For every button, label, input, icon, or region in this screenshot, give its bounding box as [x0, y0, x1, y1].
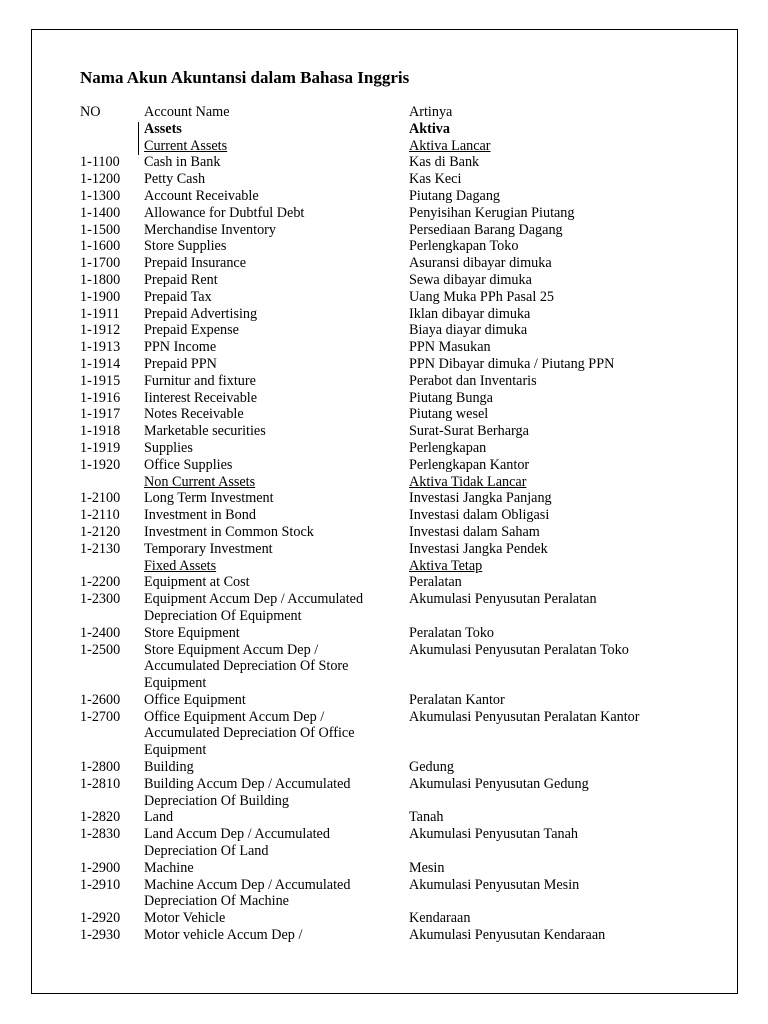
account-number: 1-1100	[80, 154, 120, 171]
account-meaning: Piutang Bunga	[409, 389, 493, 406]
account-name	[144, 558, 406, 575]
table-row	[80, 457, 680, 474]
account-name	[144, 776, 406, 810]
account-number: 1-1919	[80, 439, 121, 456]
account-meaning: Kas Keci	[409, 171, 462, 188]
account-meaning: PPN Dibayar dimuka / Piutang PPN	[409, 355, 615, 372]
account-name	[144, 709, 406, 759]
account-name-line: Fixed Assets	[144, 557, 217, 574]
account-name-line: Cash in Bank	[144, 154, 221, 171]
account-name-line: Motor Vehicle	[144, 910, 226, 927]
account-name-line: Equipment	[144, 675, 207, 692]
account-meaning: Sewa dibayar dimuka	[409, 271, 532, 288]
account-name-line: Account Receivable	[144, 187, 259, 204]
account-name-line: Building	[144, 759, 194, 776]
account-name-line: Equipment at Cost	[144, 574, 250, 591]
account-name	[144, 154, 406, 171]
account-number: 1-1911	[80, 305, 120, 322]
account-meaning: Biaya diayar dimuka	[409, 322, 528, 339]
table-row	[80, 809, 680, 826]
account-name	[144, 877, 406, 911]
account-name	[144, 524, 406, 541]
account-table	[80, 104, 680, 944]
account-meaning: Tanah	[409, 809, 444, 826]
account-name-line: Prepaid Rent	[144, 271, 218, 288]
table-row	[80, 222, 680, 239]
account-number: 1-2810	[80, 775, 121, 792]
account-meaning: Perlengkapan Kantor	[409, 456, 530, 473]
account-name-line: Merchandise Inventory	[144, 221, 276, 238]
account-number: 1-2300	[80, 591, 121, 608]
account-name	[144, 289, 406, 306]
account-meaning: Gedung	[409, 759, 454, 776]
account-name	[144, 255, 406, 272]
account-number: 1-1915	[80, 372, 121, 389]
account-number: 1-1700	[80, 255, 121, 272]
account-meaning: PPN Masukan	[409, 339, 491, 356]
account-meaning: Asuransi dibayar dimuka	[409, 255, 552, 272]
table-row	[80, 759, 680, 776]
table-row	[80, 255, 680, 272]
account-meaning: Investasi Jangka Panjang	[409, 490, 552, 507]
account-meaning: Surat-Surat Berharga	[409, 423, 529, 440]
account-name	[144, 406, 406, 423]
account-meaning: Peralatan Kantor	[409, 691, 505, 708]
account-name-line: Equipment	[144, 742, 207, 759]
account-number: 1-1400	[80, 204, 121, 221]
account-meaning: Kas di Bank	[409, 154, 480, 171]
account-meaning: Perlengkapan	[409, 439, 487, 456]
account-number: 1-1500	[80, 221, 121, 238]
table-row	[80, 390, 680, 407]
account-name-line: Allowance for Dubtful Debt	[144, 204, 305, 221]
table-row	[80, 524, 680, 541]
account-name-line: Long Term Investment	[144, 490, 274, 507]
account-name-line: Notes Receivable	[144, 406, 244, 423]
account-meaning: Aktiva Tetap	[409, 557, 483, 574]
account-meaning: Persediaan Barang Dagang	[409, 221, 563, 238]
table-body	[80, 121, 680, 944]
header-account-name: Account Name	[144, 104, 230, 120]
account-number: 1-2110	[80, 507, 120, 524]
account-number: 1-1200	[80, 171, 121, 188]
account-name-line: Prepaid Expense	[144, 322, 239, 339]
account-name	[144, 490, 406, 507]
table-row	[80, 423, 680, 440]
table-row	[80, 507, 680, 524]
table-row	[80, 709, 680, 759]
account-name-line: Prepaid Insurance	[144, 255, 247, 272]
account-name-line: Assets	[144, 120, 182, 137]
table-row	[80, 440, 680, 457]
account-meaning: Akumulasi Penyusutan Peralatan Kantor	[409, 708, 640, 725]
account-number: 1-2120	[80, 523, 121, 540]
account-name-line: Building Accum Dep / Accumulated	[144, 775, 351, 792]
account-meaning: Akumulasi Penyusutan Peralatan	[409, 591, 597, 608]
account-name-line: Petty Cash	[144, 171, 206, 188]
account-name	[144, 138, 406, 155]
account-name-line: Supplies	[144, 439, 193, 456]
table-row	[80, 910, 680, 927]
account-meaning: Piutang Dagang	[409, 187, 501, 204]
table-row	[80, 474, 680, 491]
account-meaning: Iklan dibayar dimuka	[409, 305, 531, 322]
account-meaning: Investasi dalam Saham	[409, 523, 540, 540]
account-name	[144, 205, 406, 222]
account-name-line: Iinterest Receivable	[144, 389, 258, 406]
account-name-line: Land	[144, 809, 174, 826]
account-number: 1-2500	[80, 641, 121, 658]
table-row	[80, 356, 680, 373]
account-number: 1-1900	[80, 288, 121, 305]
account-meaning: Uang Muka PPh Pasal 25	[409, 288, 555, 305]
account-name	[144, 356, 406, 373]
account-name	[144, 860, 406, 877]
table-row	[80, 558, 680, 575]
table-row	[80, 625, 680, 642]
account-name	[144, 306, 406, 323]
account-name-line: Office Equipment Accum Dep /	[144, 708, 325, 725]
header-no: NO	[80, 104, 101, 120]
account-name	[144, 188, 406, 205]
account-meaning: Perlengkapan Toko	[409, 238, 519, 255]
account-meaning: Peralatan Toko	[409, 624, 495, 641]
account-name-line: Prepaid PPN	[144, 355, 217, 372]
account-meaning: Aktiva	[409, 120, 450, 137]
account-meaning: Akumulasi Penyusutan Gedung	[409, 775, 589, 792]
account-name	[144, 910, 406, 927]
account-name	[144, 390, 406, 407]
account-number: 1-1918	[80, 423, 121, 440]
table-row	[80, 642, 680, 692]
account-name-line: Office Equipment	[144, 691, 246, 708]
table-row	[80, 339, 680, 356]
account-name-line: Marketable securities	[144, 423, 266, 440]
table-row	[80, 171, 680, 188]
account-number: 1-1912	[80, 322, 121, 339]
table-row	[80, 776, 680, 810]
account-meaning: Perabot dan Inventaris	[409, 372, 537, 389]
account-name	[144, 238, 406, 255]
table-row	[80, 289, 680, 306]
account-name	[144, 222, 406, 239]
account-name-line: Machine Accum Dep / Accumulated	[144, 876, 351, 893]
header-artinya: Artinya	[409, 104, 453, 120]
table-row	[80, 541, 680, 558]
account-name-line: Equipment Accum Dep / Accumulated	[144, 591, 364, 608]
account-name	[144, 826, 406, 860]
account-name	[144, 507, 406, 524]
account-name-line: Machine	[144, 859, 194, 876]
account-name-line: Furnitur and fixture	[144, 372, 256, 389]
account-meaning: Akumulasi Penyusutan Tanah	[409, 826, 578, 843]
account-name-line: Store Supplies	[144, 238, 227, 255]
account-number: 1-2930	[80, 927, 121, 944]
account-meaning: Piutang wesel	[409, 406, 489, 423]
account-name-line: PPN Income	[144, 339, 217, 356]
account-name-line: Motor vehicle Accum Dep /	[144, 927, 303, 944]
account-name-line: Accumulated Depreciation Of Store	[144, 658, 349, 675]
document-title: Nama Akun Akuntansi dalam Bahasa Inggris	[80, 68, 410, 87]
account-number: 1-2900	[80, 859, 121, 876]
account-number: 1-2100	[80, 490, 121, 507]
account-meaning: Aktiva Lancar	[409, 137, 491, 154]
account-name	[144, 759, 406, 776]
table-row	[80, 591, 680, 625]
table-row	[80, 490, 680, 507]
account-number: 1-2130	[80, 540, 121, 557]
account-name-line: Prepaid Advertising	[144, 305, 258, 322]
account-name	[144, 809, 406, 826]
account-number: 1-2910	[80, 876, 121, 893]
account-name-line: Investment in Common Stock	[144, 523, 314, 540]
table-row	[80, 692, 680, 709]
account-number: 1-2820	[80, 809, 121, 826]
table-row	[80, 826, 680, 860]
account-number: 1-1913	[80, 339, 121, 356]
account-name	[144, 642, 406, 692]
account-number: 1-1917	[80, 406, 121, 423]
account-name	[144, 927, 406, 944]
account-meaning: Aktiva Tidak Lancar	[409, 473, 527, 490]
account-name-line: Depreciation Of Equipment	[144, 607, 302, 624]
account-number: 1-1920	[80, 456, 121, 473]
table-row	[80, 272, 680, 289]
account-meaning: Kendaraan	[409, 910, 471, 927]
account-name-line: Store Equipment Accum Dep /	[144, 641, 319, 658]
account-name-line: Office Supplies	[144, 456, 233, 473]
account-meaning: Peralatan	[409, 574, 462, 591]
account-number: 1-2830	[80, 826, 121, 843]
account-meaning: Investasi Jangka Pendek	[409, 540, 548, 557]
table-row	[80, 860, 680, 877]
table-row	[80, 927, 680, 944]
account-number: 1-2600	[80, 691, 121, 708]
table-row	[80, 306, 680, 323]
table-row	[80, 574, 680, 591]
account-meaning: Mesin	[409, 859, 445, 876]
table-row	[80, 322, 680, 339]
table-row	[80, 138, 680, 155]
account-number: 1-1300	[80, 187, 121, 204]
account-name	[144, 272, 406, 289]
account-name	[144, 423, 406, 440]
table-row	[80, 373, 680, 390]
account-name-line: Temporary Investment	[144, 540, 273, 557]
account-name-line: Non Current Assets	[144, 473, 256, 490]
account-name-line: Investment in Bond	[144, 507, 256, 524]
account-name	[144, 692, 406, 709]
account-name	[144, 373, 406, 390]
account-meaning: Investasi dalam Obligasi	[409, 507, 550, 524]
account-name-line: Land Accum Dep / Accumulated	[144, 826, 330, 843]
account-name	[144, 121, 406, 138]
account-name-line: Current Assets	[144, 137, 228, 154]
account-number: 1-2400	[80, 624, 121, 641]
account-name-line: Depreciation Of Land	[144, 843, 269, 860]
account-name	[144, 322, 406, 339]
account-name	[144, 171, 406, 188]
account-name-line: Store Equipment	[144, 624, 240, 641]
account-meaning: Akumulasi Penyusutan Kendaraan	[409, 927, 606, 944]
account-name	[144, 574, 406, 591]
account-number: 1-2700	[80, 708, 121, 725]
table-row	[80, 121, 680, 138]
account-meaning: Akumulasi Penyusutan Mesin	[409, 876, 580, 893]
account-name	[144, 541, 406, 558]
account-meaning: Akumulasi Penyusutan Peralatan Toko	[409, 641, 629, 658]
account-name-line: Depreciation Of Machine	[144, 893, 289, 910]
account-name	[144, 625, 406, 642]
table-header-row	[80, 104, 680, 121]
table-row	[80, 406, 680, 423]
table-row	[80, 188, 680, 205]
account-name-line: Prepaid Tax	[144, 288, 212, 305]
account-number: 1-2200	[80, 574, 121, 591]
table-row	[80, 238, 680, 255]
account-number: 1-1600	[80, 238, 121, 255]
account-name	[144, 440, 406, 457]
account-name	[144, 457, 406, 474]
account-number: 1-1800	[80, 271, 121, 288]
table-row	[80, 877, 680, 911]
account-name-line: Depreciation Of Building	[144, 792, 289, 809]
account-name	[144, 474, 406, 491]
account-number: 1-2800	[80, 759, 121, 776]
account-number: 1-1914	[80, 355, 121, 372]
table-row	[80, 154, 680, 171]
account-meaning: Penyisihan Kerugian Piutang	[409, 204, 575, 221]
account-name-line: Accumulated Depreciation Of Office	[144, 725, 355, 742]
account-number: 1-2920	[80, 910, 121, 927]
table-row	[80, 205, 680, 222]
account-number: 1-1916	[80, 389, 121, 406]
account-name	[144, 591, 406, 625]
account-name	[144, 339, 406, 356]
